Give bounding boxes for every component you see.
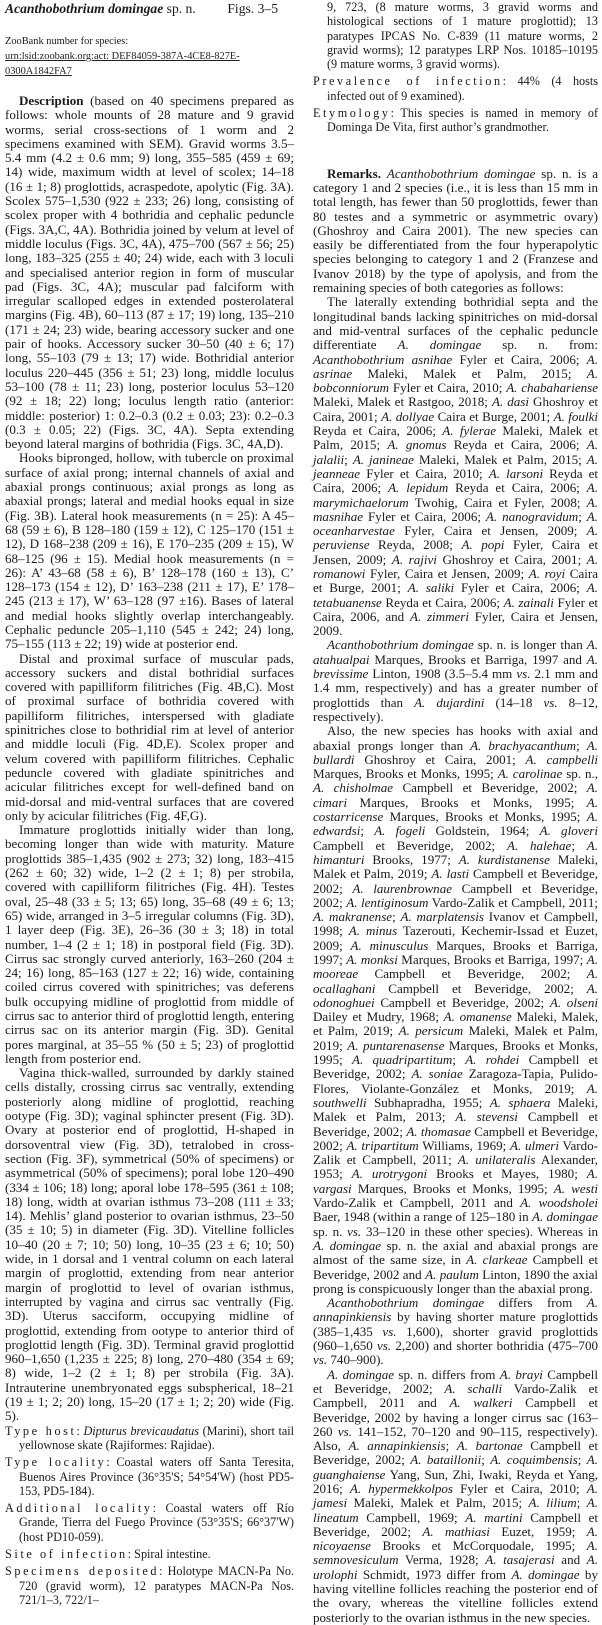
taxon-name: A. olseni <box>549 994 598 1010</box>
taxon-name: A. domingae <box>532 1209 598 1225</box>
taxon-name: Acanthobothrium domingae <box>327 637 474 653</box>
taxon-name: A. lilium <box>528 1495 577 1511</box>
text-run: Fyler et Caira, 2006; <box>452 351 587 367</box>
text-run: ; <box>445 1438 457 1454</box>
text-run: Campbell et Beveridge, 2002; <box>375 980 587 996</box>
text-run: Reyda et Caira, 2006; <box>313 465 599 496</box>
text-run: ; <box>571 837 587 853</box>
text-run: Maleki, Malek et Palm, 2019; <box>313 1023 598 1053</box>
section-spacer <box>313 138 598 167</box>
taxonomic-field <box>5 1501 294 1544</box>
taxon-name: A. nanogravidum <box>485 508 579 524</box>
text-run: Fyler et Caira, 2006, and <box>313 594 598 624</box>
text-run: Immature proglottids initially wider than long, becoming longer than wide with maturity. Mature proglottids 385–1,435 (902 ± 273; 32) long, 183–415 (262 ± 60; 32) wide, 1–2 (2 ± 1; 8) per strobila, covered with capilliform filitriches (Fig. 4H). Testes oval, 25–48 (33 ± 5; 13; 65) long, 35–68 (49 ± 6; 13; 65) wide, arranged in 3–5 irregular columns (Fig. 3D), 1 layer deep (Fig. 3E), 26–36 (30 ± 3; 18) in total number, 1–4 (2 ± 1; 18) in postporal field (Fig. 3D). Cirrus sac strongly curved anteriorly, 163–260 (204 ± 24; 16) long, 85–163 (127 ± 22; 16) wide, containing coiled cirrus covered with spinitriches; vas deferens bulk occupying midline of proglottid from middle of cirrus sac to anterior third of proglottid length, entering cirrus sac on its anterior margin (Fig. 3D). Genital pores marginal, at 35–55 % (50 ± 5; 23) of proglottid length from posterior end. <box>5 822 294 1066</box>
text-run: Alexander, 1953; <box>313 1152 598 1182</box>
text-run: Campbell et Beveridge, 2002; <box>358 966 587 982</box>
taxon-name: A. cimari <box>313 780 598 810</box>
text-run: by having shorter mature proglottids (385–1,435 <box>313 1309 598 1339</box>
zoobank-label: ZooBank number for species: <box>5 36 129 47</box>
taxon-name: A. bartonae <box>456 1438 523 1454</box>
taxon-name: A. peruviense <box>313 523 598 553</box>
text-run: Distal and proximal surface of muscular pads, accessory suckers and distal bothridial surfaces covered with papilliform filitriches (Fig. 4B,C). Most of proximal surface of bothridia covered with papilliform filitriches, interspersed with gladiate spinitriches close to bothridial rim at level of anterior and middle loculi (Fig. 4D,E). Scolex proper and velum covered with papilliform filitriches. Cephalic peduncle covered with gladiate spinitriches and acicular filitriches except for well-defined band on mid-dorsal and mid-ventral surfaces that are covered only by acicular filitriches (Fig. 4F,G). <box>5 650 294 823</box>
text-run: Fyler et Caira, 2010; <box>360 465 489 481</box>
text-run: Caira et Burge, 2001; <box>313 565 598 596</box>
taxon-name: A. woodsholei <box>520 1195 599 1211</box>
taxon-name: A. mooreae <box>313 952 598 982</box>
taxon-name: Acanthobothrium domingae <box>327 1295 485 1311</box>
taxon-name: A. minusculus <box>350 937 429 953</box>
text-run: Maleki, Malek et Palm, 2019; <box>313 851 599 882</box>
species-heading <box>5 1 294 19</box>
text-run: Vardo-Zalik et Campbell, 2011; <box>313 1137 599 1168</box>
taxon-name: vs. <box>543 694 558 710</box>
text-run: Fyler, Caira et Jensen, 2009; <box>313 537 598 567</box>
taxonomic-field <box>313 74 598 103</box>
taxon-name: A. carolinae <box>497 766 563 782</box>
text-run: Ghoshroy et Caira, 2001; <box>354 751 526 767</box>
taxon-name: A. schalli <box>444 1380 503 1396</box>
field-label: Additional locality <box>5 1501 153 1516</box>
taxon-name: A. lineatum <box>313 1495 598 1525</box>
text-run: Maleki, Malek et Palm, 2015; <box>313 423 598 453</box>
taxon-name: A. southwelli <box>313 1080 598 1110</box>
text-run: 2.1 mm and 1.4 mm, respectively) and has a greater number of proglottids than <box>313 666 598 710</box>
text-run: ; <box>576 737 587 753</box>
text-run: Campbell et Beveridge, 2002; <box>393 780 587 796</box>
text-run: Reyda et Caira, 2006; <box>313 423 443 439</box>
figure-reference: Figs. 3–5 <box>227 1 278 16</box>
text-run: 33–120 in these other species). Whereas in <box>361 1223 599 1239</box>
taxon-name: A. laurenbrownae <box>352 880 453 896</box>
species-name <box>5 1 196 17</box>
field-label: Etymology <box>313 106 391 121</box>
taxon-name: A. marymichaelorum <box>313 480 599 510</box>
taxon-name: A. kurdistanense <box>458 851 550 867</box>
taxon-name: A. paulum <box>425 1266 479 1282</box>
text-run: Fyler et Caira, 2010; <box>389 380 507 396</box>
taxon-name: A. westi <box>553 1180 598 1196</box>
text-run: Twohig, Caira et Fyler, 2008; <box>408 494 587 510</box>
field-label: Prevalence of infection <box>313 74 503 89</box>
text-run: ; <box>344 451 353 467</box>
field-label: Specimens deposited <box>5 1564 160 1579</box>
taxon-name: A. jamesi <box>313 1480 598 1511</box>
taxon-name: A. costarricense <box>313 794 598 825</box>
taxonomic-field <box>5 1455 294 1498</box>
taxon-name: A. dujardini <box>414 694 485 710</box>
text-run: : Holotype MACN-Pa No. 720 (gravid worm), 12 paratypes MACN-Pa Nos. 721/1–3, 722/1– <box>19 1564 294 1607</box>
text-run: Brooks et Mayes, 1980; <box>427 1166 587 1182</box>
text-run: (based on 40 specimens prepared as follows: whole mounts of 28 mature and 9 gravid worms, serial cross-sections of 1 worm and 2 specimens examined with SEM). Gravid worms 3.5–5.4 mm (4.2 ± 0.6 mm; 9) long, 355–585 (459 ± 69; 14) wide, maximum width at level of scolex; 14–18 (16 ± 1; 8) proglottids, acraspedote, apolytic (Fig. 3A). Scolex 575–1,530 (922 ± 233; 26) long, consisting of scolex proper with 4 bothridia and cephalic peduncle (Figs. 3A,C, 4A). Bothridia joined by velum at level of middle loculus (Figs. 3C, 4A), 475–700 (567 ± 56; 25) long, 183–325 (255 ± 40; 24) wide, each with 3 loculi and specialised anterior region in form of muscular pad (Figs. 3C, 4A); muscular pad falciform with irregular scalloped edges in extended posterolateral margins (Fig. 4B), 60–113 (87 ± 17; 19) long, 135–210 (171 ± 24; 23) wide, bearing accessory sucker and one pair of hooks. Accessory sucker 30–50 (40 ± 6; 17) long, 55–103 (79 ± 13; 17) wide. Bothridial anterior loculus 220–445 (356 ± 51; 23) long, middle loculus 53–100 (78 ± 11; 23) long, posterior loculus 53–120 (92 ± 18; 22) long; loculus length ratio (anterior: middle: posterior) 1: 0.2–0.3 (0.2 ± 0.03; 23): 0.2–0.3 (0.3 ± 0.05; 22) (Figs. 3C, 4A). Septa extending beyond lateral margins of bothridia (Figs. 3C, 4A,D). <box>5 93 294 452</box>
text-run: 141–152, 70–120 and 90–115, respectively). Also, <box>313 1423 598 1454</box>
taxon-name: A. walkeri <box>449 1395 513 1411</box>
taxon-name: A. domingae <box>511 1566 580 1582</box>
text-run: Marques, Brooks et Monks, 1995; <box>347 794 587 810</box>
taxonomic-summary-left <box>5 1424 294 1608</box>
text-run: ; <box>578 508 587 524</box>
text-run: ; <box>576 1495 587 1511</box>
text-run: : This species is named in memory of Dominga De Vita, first author’s grandmother. <box>327 106 598 135</box>
taxon-name: Acanthobothrium asnihae <box>313 351 453 367</box>
taxon-name: A. dollyae <box>381 408 435 424</box>
taxon-name: A. jalalii <box>313 437 598 467</box>
text-run: Marques, Brooks et Barriga, 1997; <box>397 952 587 967</box>
remarks-section <box>313 167 598 1625</box>
text-run: Fyler et Caira, 2010; <box>452 1480 587 1496</box>
taxon-name: A. brayi <box>499 1366 543 1382</box>
text-run: Marques, Brooks et Monks, 1995; <box>383 809 587 825</box>
taxon-name: A. jeanneae <box>313 451 599 481</box>
taxon-name: vs. <box>382 1323 397 1339</box>
text-run: Euzet, 1959; <box>489 1523 587 1539</box>
taxon-name: A. romanowi <box>313 551 598 581</box>
text-run: Campbell et Beveridge, 2002 and <box>313 1252 599 1282</box>
taxon-name: A. oceanharvestae <box>313 508 599 539</box>
text-run: Maleki, Malek et Rastgoo, 2018; <box>313 394 492 410</box>
text-run: sp. n. the axial and abaxial prongs are almost of the same size, in <box>313 1237 599 1268</box>
right-column <box>313 0 598 1625</box>
taxon-name: A. ocallaghani <box>313 966 598 996</box>
taxon-name: vs. <box>337 1423 353 1439</box>
text-run: : 44% (4 hosts infected out of 9 examined). <box>327 74 599 103</box>
text-run: Linton, 1890 the axial prong is conspicuously longer than the abaxial prong. <box>313 1266 598 1296</box>
section-heading: Remarks. <box>327 165 381 181</box>
text-run: 2,200) and shorter bothridia (475–700 <box>391 1338 598 1354</box>
taxon-name: A. tripartitum <box>346 1137 419 1153</box>
text-run: Verma, 1928; <box>398 1552 486 1568</box>
paragraph <box>313 1296 598 1367</box>
taxonomic-field <box>5 1424 294 1453</box>
text-run: : <box>76 1423 84 1438</box>
taxon-name: A. dasi <box>491 394 529 410</box>
text-run: sp. n. is a category 1 and 2 species (i.e., it is less than 15 mm in total length, has fewer than 50 proglottids, fewer than 80 testes and a symmetric or asymmetric ovary) (Ghoshroy and Caira 2001). The new species can easily be differentiated from the four hyperapolytic species belonging to category 1 and 2 (Franzese and Ivanov 2018) by the type of apolysis, and from the remaining species of both categories as follows: <box>313 165 598 296</box>
text-run: Campbell et Beveridge, 2002; <box>313 1438 598 1468</box>
taxon-name: vs. <box>516 666 531 682</box>
text-run: 8–12, respectively). <box>313 694 598 724</box>
taxon-name: A. ulmeri <box>509 1137 560 1153</box>
text-run: Campbell et Beveridge, 2002 by having a longer cirrus sac (163–260 <box>313 1395 598 1439</box>
taxon-name: A. quadripartitum <box>352 1052 453 1068</box>
text-run: : Spiral intestine. <box>127 1546 211 1561</box>
text-run: Zaragoza-Tapia, Pulido-Flores, Violante-González et Monks, 2019; <box>313 1066 598 1096</box>
taxon-name: A. makranense <box>313 909 393 925</box>
taxon-name: A. bobconniorum <box>313 365 598 396</box>
text-run: (Marini), short tail yellownose skate (Rajiformes: Rajidae). <box>19 1423 295 1452</box>
text-run: Maleki, Malek et Palm, 2015; <box>413 451 587 467</box>
paragraph <box>313 295 598 638</box>
taxon-name: A. hypermekkolpos <box>349 1480 453 1496</box>
taxon-name: A. persicum <box>398 1023 464 1039</box>
text-run: Caira et Burge, 2001; <box>434 408 554 424</box>
text-run: ; <box>577 1452 587 1468</box>
field-label: Type locality <box>5 1455 107 1470</box>
taxon-name: A. martini <box>465 1509 523 1525</box>
text-run: Ghoshroy et Caira, 2001; <box>436 551 587 567</box>
taxon-name: A. annapinkiensis <box>348 1438 446 1454</box>
taxon-name: A. bataillonii <box>410 1452 482 1468</box>
section-heading: Description <box>19 93 84 108</box>
taxon-name: A. brevissime <box>313 651 598 682</box>
taxon-name: A. lentiginosum <box>346 894 429 910</box>
field-label: Type host <box>5 1423 77 1438</box>
paragraph <box>313 167 598 296</box>
text-run: Maleki, Malek et Palm, 2015; <box>352 365 587 381</box>
text-run: Fyler et Caira, 2006; <box>454 580 587 596</box>
description-section <box>5 94 294 1424</box>
taxon-name: A. royi <box>528 565 566 581</box>
text-run: sp. n. <box>313 1223 348 1239</box>
text-run: by having vitelline follicles reaching the posterior end of the ovary, whereas the vitelline follicles extend posteriorly to the ovarian isthmus in the new species. <box>313 1566 598 1625</box>
zoobank-urn-link[interactable]: urn:lsid:zoobank.org:act: DEF84059-387A-4CE8-827E-0300A1842FA7 <box>5 51 240 77</box>
text-run: Also, the new species has hooks with axial and abaxial prongs longer than <box>313 723 598 753</box>
text-run: Ivanov et Campbell, 1998; <box>313 909 599 939</box>
taxon-name: A. coquimbensis <box>490 1452 578 1468</box>
text-run: differs from <box>484 1295 587 1311</box>
text-run: Yang, Sun, Zhi, Iwaki, Reyda et Yang, 2016; <box>313 1466 598 1496</box>
text-run: Reyda et Caira, 2006; <box>446 437 587 453</box>
text-run: sp. n., <box>562 766 599 782</box>
taxon-name: A. domingae <box>327 1366 395 1382</box>
taxon-name: A. clarkeae <box>466 1252 528 1268</box>
taxon-name: A. edwardsi <box>313 809 598 839</box>
taxonomic-summary-right <box>313 74 598 134</box>
taxon-name: A. urolophi <box>313 1552 598 1582</box>
text-run: Brooks et McCorquodale, 1995; <box>370 1538 587 1554</box>
text-run: Maleki, Malek et Palm, 2015; <box>347 1495 529 1511</box>
taxon-name: A. sphaera <box>489 1094 551 1110</box>
field-label: Site of infection <box>5 1546 128 1561</box>
taxon-name: A. foulki <box>553 408 598 424</box>
taxon-name: A. himanturi <box>313 837 598 867</box>
taxon-name: A. mathiasi <box>422 1523 490 1539</box>
text-run: Baer, 1948 (within a range of 125–180 in <box>313 1209 532 1225</box>
text-run: Campbell et Beveridge, 2002; <box>313 1052 599 1082</box>
species-title: Acanthobothrium domingae <box>5 1 164 16</box>
text-run: ; <box>481 1452 491 1468</box>
zoobank-block <box>5 34 294 79</box>
text-run: Tazerouti, Kechemir-Issad et Euzet, 2009; <box>313 923 599 953</box>
taxon-name: A. halehae <box>506 837 572 853</box>
taxon-name: A. odonoghuei <box>313 980 598 1010</box>
text-run: Fyler et Caira, 2006; <box>363 508 486 524</box>
taxon-name: A. atahualpai <box>313 637 598 667</box>
taxon-name: A. tetabuanense <box>313 580 598 610</box>
taxon-name: vs. <box>347 1223 362 1239</box>
text-run: and <box>554 1552 587 1568</box>
text-run: sp. n. is longer than <box>473 637 587 653</box>
text-run: Fyler, Caira et Jensen, 2009; <box>365 565 529 581</box>
taxon-name: A. gloveri <box>539 823 599 839</box>
taxon-name: A. fogeli <box>374 823 426 839</box>
text-run: Linton, 1908 (3.5–5.4 mm <box>368 666 517 682</box>
taxon-name: A. rajivi <box>391 551 437 567</box>
taxon-name: Dipturus brevicaudatus <box>83 1423 199 1438</box>
taxonomic-field <box>5 1564 294 1607</box>
taxon-name: A. tasajerasi <box>485 1552 555 1568</box>
text-run: Campbell et Beveridge, 2002; <box>313 1123 598 1153</box>
taxon-name: A. zimmeri <box>409 608 469 624</box>
taxon-name: A. guanghaiense <box>313 1452 598 1482</box>
paragraph <box>5 94 294 451</box>
taxon-name: A. chisholmae <box>313 780 394 796</box>
text-run: Campbell et Beveridge, 2002; <box>313 1366 598 1396</box>
text-run: The laterally extending bothridial septa and the longitudinal bands lacking spinitriches on mid-dorsal and mid-ventral surfaces of the cephalic peduncle differentiate <box>313 294 598 353</box>
taxon-name: A. zainali <box>503 594 554 610</box>
text-run: Marques, Brooks et Monks, 1995; <box>351 1180 554 1196</box>
text-run: ; <box>360 823 375 839</box>
text-run: Campbell et Beveridge, 2002; <box>313 880 598 910</box>
text-run: Subhapradha, 1955; <box>366 1094 490 1110</box>
taxon-name: A. domingae <box>397 337 482 353</box>
text-run: Schmidt, 1973 differ from <box>357 1566 512 1582</box>
taxon-name: A. domingae <box>313 1237 382 1253</box>
text-run: Marques, Brooks et Monks, 1995; <box>313 1037 598 1068</box>
text-run: Marques, Brooks et Monks, 1995; <box>313 766 498 782</box>
taxon-name: A. stevensi <box>455 1109 518 1125</box>
text-run: Vagina thick-walled, surrounded by darkly stained cells distally, crossing cirrus sac ventrally, extending posteriorly along midline of proglottid, reaching ootype (Fig. 3D); vaginal sphincter present (Fig. 3D). Ovary at posterior end of proglottid, H-shaped in dorsoventral view (Fig. 3D), tetralobed in cross-section (Fig. 3F), symmetrical (50% of specimens) or asymmetrical (50% of specimens); poral lobe 120–490 (334 ± 106; 18) long; aporal lobe 178–595 (361 ± 108; 18) long, width at ovarian isthmus 73–208 (111 ± 33; 14). Mehlis’ gland posterior to ovarian isthmus, 23–50 (35 ± 10; 5) in diameter (Fig. 3D). Vitelline follicles 10–40 (20 ± 7; 10; 50) long, 10–35 (23 ± 6; 10; 50) wide, in 1 dorsal and 1 ventral column on each lateral margin of proglottid, extending from near anterior margin of proglottid to level of ovarian isthmus, interrupted by vagina and cirrus sac ventrally (Fig. 3D). Uterus sacciform, occupying midline of proglottid, extending from ootype to anterior third of proglottid length (Fig. 3D). Terminal gravid proglottid 960–1,650 (1,235 ± 225; 8) long, 270–480 (354 ± 69; 8) wide, 1–2 (2 ± 1; 8) per strobila (Fig. 3A). Intrauterine unembryonated eggs subspherical, 18–21 (19 ± 1; 2; 20) long, 15–20 (17 ± 1; 2; 20) wide (Fig. 5). <box>5 1065 294 1424</box>
paragraph <box>5 451 294 651</box>
specimens-deposited-continued: 9, 723, (8 mature worms, 3 gravid worms and histological sections of 1 mature proglottid); 13 paratypes IPCAS No. C-839 (11 mature worms, 2 gravid worms); 12 paratypes LRP Nos. 10185–10195 (9 mature worms, 3 gravid worms). <box>327 0 598 72</box>
text-run: sp. n. differs from <box>394 1366 500 1382</box>
taxon-name: A. gnomus <box>387 437 447 453</box>
text-run: Campbell et Beveridge, 2002; <box>313 837 507 853</box>
taxon-name: A. puntarenasense <box>347 1037 445 1053</box>
text-run: Vardo-Zalik et Campbell, 2011 and <box>313 1380 598 1411</box>
text-run: Brooks, 1977; <box>364 851 459 867</box>
taxon-name: A. larsoni <box>488 465 544 481</box>
taxonomic-field <box>5 1547 294 1561</box>
taxonomic-field <box>313 106 598 135</box>
taxon-name: A. campbelli <box>525 751 598 767</box>
text-run: 740–900). <box>327 1352 384 1368</box>
text-run: ; <box>392 909 401 925</box>
text-run: Fyler, Caira et Jensen, 2009. <box>313 608 598 639</box>
text-run: Marques, Brooks et Barriga, 1997; <box>313 937 598 967</box>
text-run: (14–18 <box>484 694 544 710</box>
taxon-name: A. semnovesiculum <box>313 1538 598 1568</box>
text-run: Fyler, Caira et Jensen, 2009; <box>394 523 587 539</box>
taxon-name: A. brachyacanthum <box>470 737 577 753</box>
taxon-name: A. vargasi <box>313 1166 599 1196</box>
taxon-name: A. monksi <box>346 952 398 967</box>
text-run: 1,600), shorter gravid proglottids (960–1,650 <box>313 1323 599 1354</box>
paragraph <box>313 638 598 724</box>
text-run: : Coastal waters off Río Grande, Tierra del Fuego Province (53°35'S; 66°37'W) (host PD10-059). <box>19 1501 294 1544</box>
text-run: Maleki, Malek, et Palm, 2019; <box>313 1009 598 1039</box>
text-run: Campbell et Beveridge, 2002; <box>313 866 598 896</box>
paragraph <box>313 724 598 1296</box>
text-run: Vardo-Zalik et Campbell, 2011 and <box>313 1195 521 1211</box>
taxon-name: A. minus <box>348 923 398 939</box>
text-run: Hooks bipronged, hollow, with tubercle on proximal surface of axial prong; internal channels of axial and abaxial prongs continuous; axial prongs as long as abaxial prongs; lateral and medial hooks equal in size (Fig. 3B). Lateral hook measurements (n = 25): A 45–68 (59 ± 6), B 128–180 (159 ± 12), C 125–170 (151 ± 12), D 168–238 (209 ± 16), E 170–235 (209 ± 15), W 68–125 (96 ± 15). Medial hook measurements (n = 26): A’ 43–68 (58 ± 6), B’ 128–178 (160 ± 13), C’ 128–173 (154 ± 12), D’ 163–238 (211 ± 17), E’ 178–245 (213 ± 17), W’ 63–128 (97 ±16). Bases of lateral and medial hooks slightly overlap interchangeably. Cephalic peduncle 205–1,110 (545 ± 242; 24) long, 75–155 (113 ± 22; 19) wide at posterior end. <box>5 450 294 652</box>
text-run: Goldstein, 1964; <box>425 823 540 839</box>
taxon-name: A. marplatensis <box>400 909 484 925</box>
text-run: Ghoshroy et Caira, 2001; <box>313 394 598 424</box>
taxon-name: A. popi <box>461 537 505 553</box>
text-run: Campbell et Beveridge, 2002; <box>313 1109 599 1139</box>
text-run: : Coastal waters off Santa Teresita, Buenos Aires Province (36°35'S; 54°54'W) (host PD5-153, PD5-184). <box>19 1455 294 1498</box>
paragraph <box>313 1368 598 1625</box>
taxon-name: A. thomasae <box>406 1123 471 1139</box>
left-column <box>5 0 294 1610</box>
text-run: Reyda, 2008; <box>369 537 462 553</box>
taxon-name: A. fylerae <box>442 423 497 439</box>
text-run: Campbell et Beveridge, 2002; <box>313 1509 599 1539</box>
taxon-name: A. bullardi <box>313 737 599 767</box>
taxon-name: A. asrinae <box>313 351 598 381</box>
taxon-name: A. unilateralis <box>457 1152 536 1168</box>
taxon-name: A. nicoyaense <box>313 1523 599 1554</box>
text-run: Vardo-Zalik et Campbell, 2011; <box>428 894 598 910</box>
text-run: Maleki, Malek et Palm, 2013; <box>313 1094 598 1125</box>
taxon-name: A. masnihae <box>313 494 598 524</box>
taxon-name: Acanthobothrium domingae <box>386 165 536 181</box>
taxon-name: A. lasti <box>431 866 470 882</box>
text-run: Campbell et Beveridge, 2002; <box>374 994 550 1010</box>
text-run: Campbell, 1969; <box>358 1509 466 1525</box>
text-run: ; <box>452 1052 466 1068</box>
taxon-name: A. omanense <box>443 1009 512 1025</box>
paragraph <box>5 823 294 1066</box>
taxon-name: A. rohdei <box>465 1052 520 1068</box>
paragraph <box>5 1066 294 1423</box>
text-run: Reyda et Caira, 2006; <box>448 480 587 496</box>
text-run: Dailey et Mudry, 1968; <box>313 1009 444 1025</box>
taxon-name: vs. <box>313 1352 328 1368</box>
text-run: Marques, Brooks et Barriga, 1997 and <box>369 651 587 667</box>
taxon-name: A. soniae <box>411 1066 463 1082</box>
taxon-name: A. janineae <box>352 451 414 467</box>
taxon-name: A. chabahariense <box>506 380 599 396</box>
taxon-name: vs. <box>377 1338 392 1354</box>
text-run: sp. n. from: <box>481 337 598 353</box>
taxon-name: A. annapinkiensis <box>313 1295 598 1325</box>
text-run: Reyda et Caira, 2006; <box>381 594 504 610</box>
taxon-name: A. saliki <box>407 580 455 596</box>
taxon-name: A. urotrygoni <box>351 1166 428 1182</box>
paragraph <box>5 652 294 824</box>
species-suffix: sp. n. <box>163 1 196 16</box>
text-run: Williams, 1969; <box>418 1137 510 1153</box>
taxon-name: A. lepidum <box>388 480 449 496</box>
